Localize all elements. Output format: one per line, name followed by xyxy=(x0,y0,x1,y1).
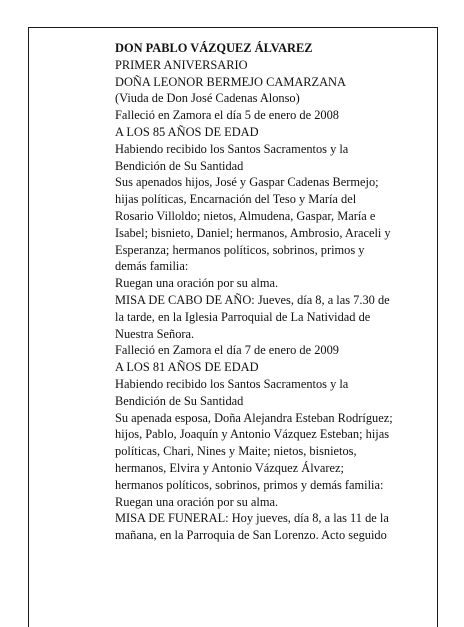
notice-line: Ruegan una oración por su alma. xyxy=(115,494,279,509)
notice-line: MISA DE FUNERAL: Hoy jueves, día 8, a las 11 de la xyxy=(115,511,389,526)
notice-line: hijos, Pablo, Joaquín y Antonio Vázquez Esteban; hijas xyxy=(115,427,390,442)
notice-line: Nuestra Señora. xyxy=(115,326,195,341)
notice-line: Sus apenados hijos, José y Gaspar Cadenas Bermejo; xyxy=(115,175,379,190)
notice-line: Rosario Villoldo; nietos, Almudena, Gaspar, María e xyxy=(115,208,376,223)
notice-line: Falleció en Zamora el día 5 de enero de 2008 xyxy=(115,108,339,123)
notice-line: Bendición de Su Santidad xyxy=(115,158,244,173)
notice-line: hermanos, Elvira y Antonio Vázquez Álvarez; xyxy=(115,460,344,475)
obituary-notice-text xyxy=(115,40,420,544)
notice-line: mañana, en la Parroquia de San Lorenzo. Acto seguido xyxy=(115,528,387,543)
notice-line: Habiendo recibido los Santos Sacramentos y la xyxy=(115,141,349,156)
notice-line: DON PABLO VÁZQUEZ ÁLVAREZ xyxy=(115,41,313,55)
notice-line: demás familia: xyxy=(115,259,189,274)
notice-line: DOÑA LEONOR BERMEJO CAMARZANA xyxy=(115,74,346,89)
notice-line: Falleció en Zamora el día 7 de enero de 2009 xyxy=(115,343,339,358)
notice-line: PRIMER ANIVERSARIO xyxy=(115,57,248,72)
notice-line: MISA DE CABO DE AÑO: Jueves, día 8, a las 7.30 de xyxy=(115,292,390,307)
notice-line: (Viuda de Don José Cadenas Alonso) xyxy=(115,91,300,106)
notice-line: la tarde, en la Iglesia Parroquial de La Natividad de xyxy=(115,309,371,324)
notice-line: Isabel; bisnieto, Daniel; hermanos, Ambrosio, Araceli y xyxy=(115,225,391,240)
notice-line: Esperanza; hermanos políticos, sobrinos, primos y xyxy=(115,242,365,257)
notice-line: Bendición de Su Santidad xyxy=(115,393,244,408)
notice-line: A LOS 81 AÑOS DE EDAD xyxy=(115,360,259,375)
notice-line: Ruegan una oración por su alma. xyxy=(115,276,279,291)
notice-line: Habiendo recibido los Santos Sacramentos y la xyxy=(115,376,349,391)
notice-line: A LOS 85 AÑOS DE EDAD xyxy=(115,124,259,139)
notice-line: políticas, Chari, Nines y Maite; nietos, bisnietos, xyxy=(115,444,357,459)
notice-line: hijas políticas, Encarnación del Teso y María del xyxy=(115,192,357,207)
notice-line: hermanos políticos, sobrinos, primos y demás familia: xyxy=(115,477,384,492)
notice-line: Su apenada esposa, Doña Alejandra Esteban Rodríguez; xyxy=(115,410,393,425)
